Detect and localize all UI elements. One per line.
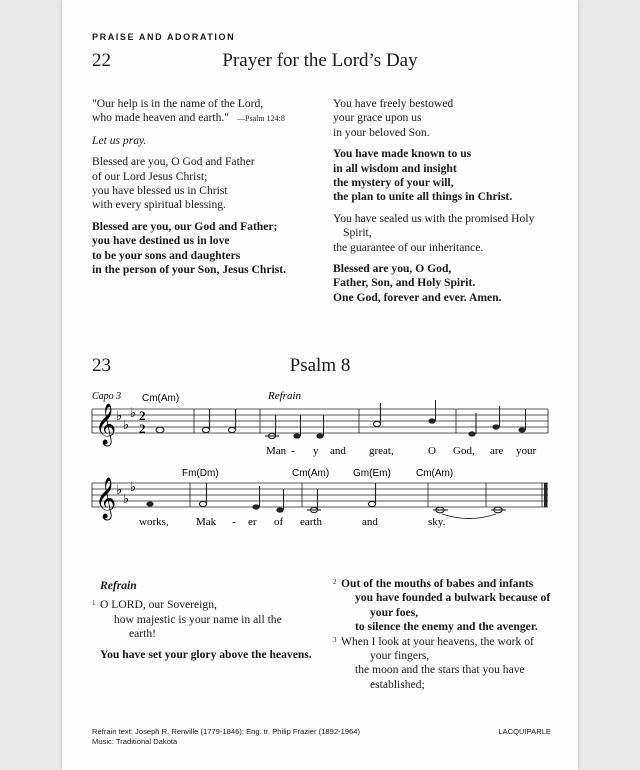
verse-number: 1 — [92, 599, 96, 608]
prayer-response: to be your sons and daughters — [92, 248, 241, 262]
prayer-left-column — [92, 97, 327, 284]
credit-line: Refrain text: Joseph R. Renville (1779-1846); Eng. tr. Philip Frazier (1892-1964) — [92, 727, 361, 736]
prayer-text: of our Lord Jesus Christ; — [92, 169, 208, 183]
prayer-title: Prayer for the Lord’s Day — [222, 50, 418, 71]
filled-notes — [146, 486, 284, 513]
lyric-syllable: great, — [369, 445, 394, 457]
lyric-syllable: y — [313, 445, 319, 457]
prayer-response: the mystery of your will, — [333, 176, 454, 190]
rubric: Let us pray. — [92, 133, 147, 147]
psalm-number: 23 — [92, 355, 111, 376]
svg-text:♭: ♭ — [116, 409, 123, 424]
prayer-response: Father, Son, and Holy Spirit. — [333, 276, 476, 290]
lyric-syllable: - — [232, 516, 236, 528]
prayer-text: "Our help is in the name of the Lord, — [92, 97, 264, 110]
prayer-response: the plan to unite all things in Christ. — [333, 190, 513, 204]
prayer-text: Spirit, — [343, 226, 372, 240]
psalm-right-column — [333, 577, 573, 699]
lyric-syllable: O — [428, 445, 436, 457]
prayer-response: in the person of your Son, Jesus Christ. — [92, 263, 287, 277]
prayer-response: you have destined us in love — [92, 234, 230, 248]
capo-label: Capo 3 — [92, 391, 122, 402]
prayer-right-column — [333, 97, 573, 312]
prayer-response: You have made known to us — [333, 147, 472, 161]
treble-clef-icon: 𝄞 — [95, 404, 117, 445]
tune-name: LACQUIPARLE — [498, 727, 551, 736]
music-system-1 — [62, 385, 578, 465]
credits — [92, 727, 360, 747]
prayer-text: you have blessed us in Christ — [92, 184, 228, 198]
prayer-response: Blessed are you, our God and Father; — [92, 219, 278, 233]
psalm-text: the moon and the stars that you have — [355, 663, 525, 677]
psalm-left-column — [92, 579, 330, 669]
prayer-response: in all wisdom and insight — [333, 161, 457, 175]
svg-text:♭: ♭ — [116, 483, 123, 498]
psalm-response: You have set your glory above the heavens. — [100, 647, 312, 661]
credit-line: Music: Traditional Dakota — [92, 737, 178, 746]
lyrics-line-2 — [139, 516, 446, 528]
time-signature-icon — [139, 408, 146, 436]
lyric-syllable: Mak — [196, 516, 217, 528]
lyric-syllable: God, — [453, 445, 475, 457]
prayer-text: with every spiritual blessing. — [92, 198, 226, 212]
psalm-text: your fingers, — [370, 649, 430, 663]
prayer-number: 22 — [92, 50, 111, 71]
lyric-syllable: and — [362, 516, 378, 528]
svg-text:2: 2 — [139, 408, 146, 423]
verse-number: 3 — [333, 635, 337, 644]
lyric-syllable: earth — [300, 516, 322, 528]
final-barline — [544, 483, 548, 507]
prayer-text: in your beloved Son. — [333, 125, 430, 139]
psalm-title: Psalm 8 — [289, 355, 351, 376]
hymnal-page — [62, 0, 578, 770]
chord-symbol: Gm(Em) — [353, 468, 391, 479]
treble-clef-icon: 𝄞 — [95, 478, 117, 519]
prayer-text: Blessed are you, O God and Father — [92, 155, 255, 169]
svg-text:♭: ♭ — [130, 406, 137, 421]
psalm-text: established; — [370, 677, 425, 691]
prayer-text: who made heaven and earth." — [92, 111, 230, 125]
chord-symbol: Cm(Am) — [416, 468, 454, 479]
svg-text:2: 2 — [139, 421, 146, 436]
scripture-citation: —Psalm 124:8 — [237, 114, 285, 124]
svg-text:♭: ♭ — [123, 492, 130, 507]
lyric-syllable: er — [248, 516, 257, 528]
chord-symbol: Cm(Am) — [292, 468, 330, 479]
lyric-syllable: and — [330, 445, 346, 457]
staff-lines — [92, 409, 548, 433]
psalm-text: O LORD, our Sovereign, — [100, 598, 217, 612]
lyric-syllable: your — [516, 445, 537, 457]
prayer-text: the guarantee of our inheritance. — [333, 240, 484, 254]
lyric-syllable: - — [291, 445, 295, 457]
section-label: PRAISE AND ADORATION — [92, 32, 236, 42]
psalm-response: you have founded a bulwark because of — [355, 591, 551, 605]
tie-arc — [442, 514, 496, 519]
key-signature-flats-icon — [116, 406, 136, 433]
lyric-syllable: Man — [266, 445, 287, 457]
lyrics-line-1 — [266, 445, 537, 457]
psalm-response: your foes, — [370, 605, 419, 619]
staff-lines — [92, 483, 548, 507]
psalm-text: how majestic is your name in all the — [114, 612, 282, 626]
psalm-response: Out of the mouths of babes and infants — [341, 577, 534, 590]
psalm-text: When I look at your heavens, the work of — [341, 634, 534, 648]
svg-text:♭: ♭ — [123, 418, 130, 433]
lyric-syllable: sky. — [428, 516, 446, 528]
prayer-text: You have freely bestowed — [333, 97, 454, 110]
refrain-label: Refrain — [100, 579, 137, 592]
key-signature-flats-icon — [116, 480, 136, 507]
prayer-text: You have sealed us with the promised Holy — [333, 211, 535, 225]
chord-symbol: Cm(Am) — [142, 393, 180, 404]
refrain-marker: Refrain — [268, 390, 301, 402]
lyric-syllable: are — [490, 445, 504, 457]
prayer-response: One God, forever and ever. Amen. — [333, 290, 502, 304]
psalm-response: to silence the enemy and the avenger. — [355, 620, 538, 634]
psalm-text: earth! — [129, 627, 157, 641]
lyric-syllable: of — [274, 516, 284, 528]
lyric-syllable: works, — [139, 516, 169, 528]
prayer-response: Blessed are you, O God, — [333, 262, 452, 276]
chord-symbol: Fm(Dm) — [182, 468, 219, 479]
verse-number: 2 — [333, 578, 337, 586]
prayer-text: your grace upon us — [333, 111, 422, 125]
svg-text:♭: ♭ — [130, 480, 137, 495]
music-system-2 — [62, 465, 578, 535]
